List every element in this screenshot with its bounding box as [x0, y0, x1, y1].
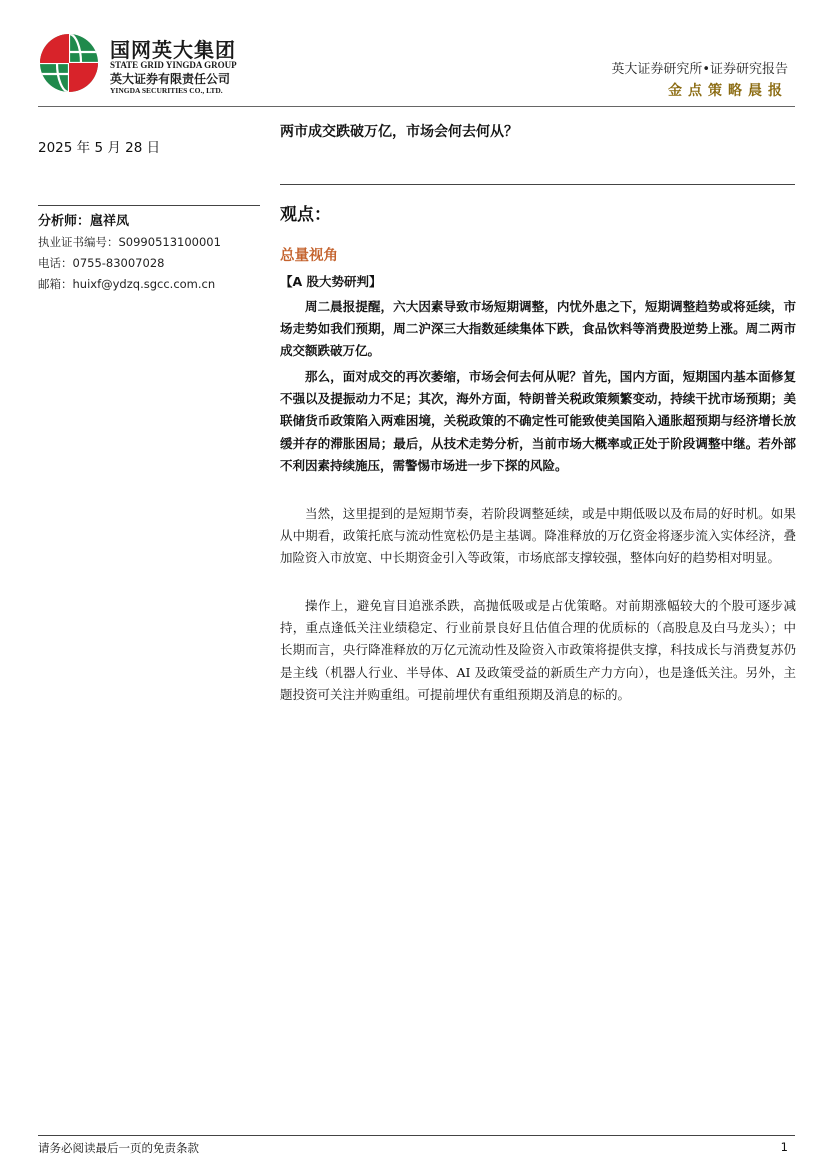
email-address[interactable]: 邮箱：huixf@ydzq.sgcc.com.cn — [38, 277, 216, 291]
company-chinese-name: 英大证券有限责任公司 — [110, 72, 231, 86]
footer-divider — [38, 1135, 795, 1136]
report-name: 金点策略晨报 — [668, 83, 788, 99]
header-divider — [38, 106, 795, 107]
paragraph-1: 周二晨报提醒，六大因素导致市场短期调整，内忧外患之下，短期调整趋势或将延续，市场走势如我们预期，周二沪深三大指数延续集体下跌，食品饮料等消费股逆势上涨。周二两市成交额跌破万亿。 — [280, 299, 796, 359]
license-number: 执业证书编号：S0990513100001 — [38, 235, 221, 249]
state-grid-logo-icon — [38, 32, 100, 94]
logo-chinese-name: 国网英大集团 — [110, 38, 236, 62]
viewpoint-heading: 观点： — [280, 205, 331, 225]
paragraph-2: 那么，面对成交的再次萎缩，市场会何去何从呢？首先，国内方面，短期国内基本面修复不强以及提振动力不足；其次，海外方面，特朗普关税政策频繁变动，持续干扰市场预期；美联储货币政策陷入两难困境，关税政策的不确定性可能致使美国陷入通胀超预期与经济增长放缓并存的滞胀困局；最后，从技术走势分析，当前市场大概率或正处于阶段调整中继。若外部不利因素持续施压，需警惕市场进一步下探的风险。 — [280, 369, 796, 473]
report-date: 2025 年 5 月 28 日 — [38, 140, 161, 156]
phone-number: 电话：0755-83007028 — [38, 256, 165, 270]
company-english-name: YINGDA SECURITIES CO., LTD. — [110, 86, 223, 95]
logo-english-name: STATE GRID YINGDA GROUP — [110, 60, 237, 70]
left-divider — [38, 205, 260, 206]
disclaimer-note: 请务必阅读最后一页的免责条款 — [38, 1141, 199, 1155]
title-divider — [280, 184, 795, 185]
section-heading: 总量视角 — [280, 248, 338, 264]
page-title: 两市成交跌破万亿，市场会何去何从？ — [280, 124, 518, 140]
paragraph-3: 当然，这里提到的是短期节奏，若阶段调整延续，或是中期低吸以及布局的好时机。如果从中期看，政策托底与流动性宽松仍是主基调。降准释放的万亿资金将逐步流入实体经济，叠加险资入市放宽、中长期资金引入等政策，市场底部支撑较强，整体向好的趋势相对明显。 — [280, 506, 796, 566]
analyst-name: 分析师：扈祥凤 — [38, 214, 130, 229]
subsection-heading: 【A 股大势研判】 — [280, 274, 382, 289]
page-number: 1 — [780, 1140, 788, 1154]
institute-label: 英大证券研究所•证券研究报告 — [611, 62, 788, 77]
paragraph-4: 操作上，避免盲目追涨杀跌，高抛低吸或是占优策略。对前期涨幅较大的个股可逐步减持，重点逢低关注业绩稳定、行业前景良好且估值合理的优质标的（高股息及白马龙头）；中长期而言，央行降准释放的万亿元流动性及险资入市政策将提供支撑，科技成长与消费复苏仍是主线（机器人行业、半导体、AI 及政策受益的新质生产力方向），也是逢低关注。另外，主题投资可关注并购重组。可提前埋伏有重组预期及消息的标的。 — [280, 598, 796, 702]
